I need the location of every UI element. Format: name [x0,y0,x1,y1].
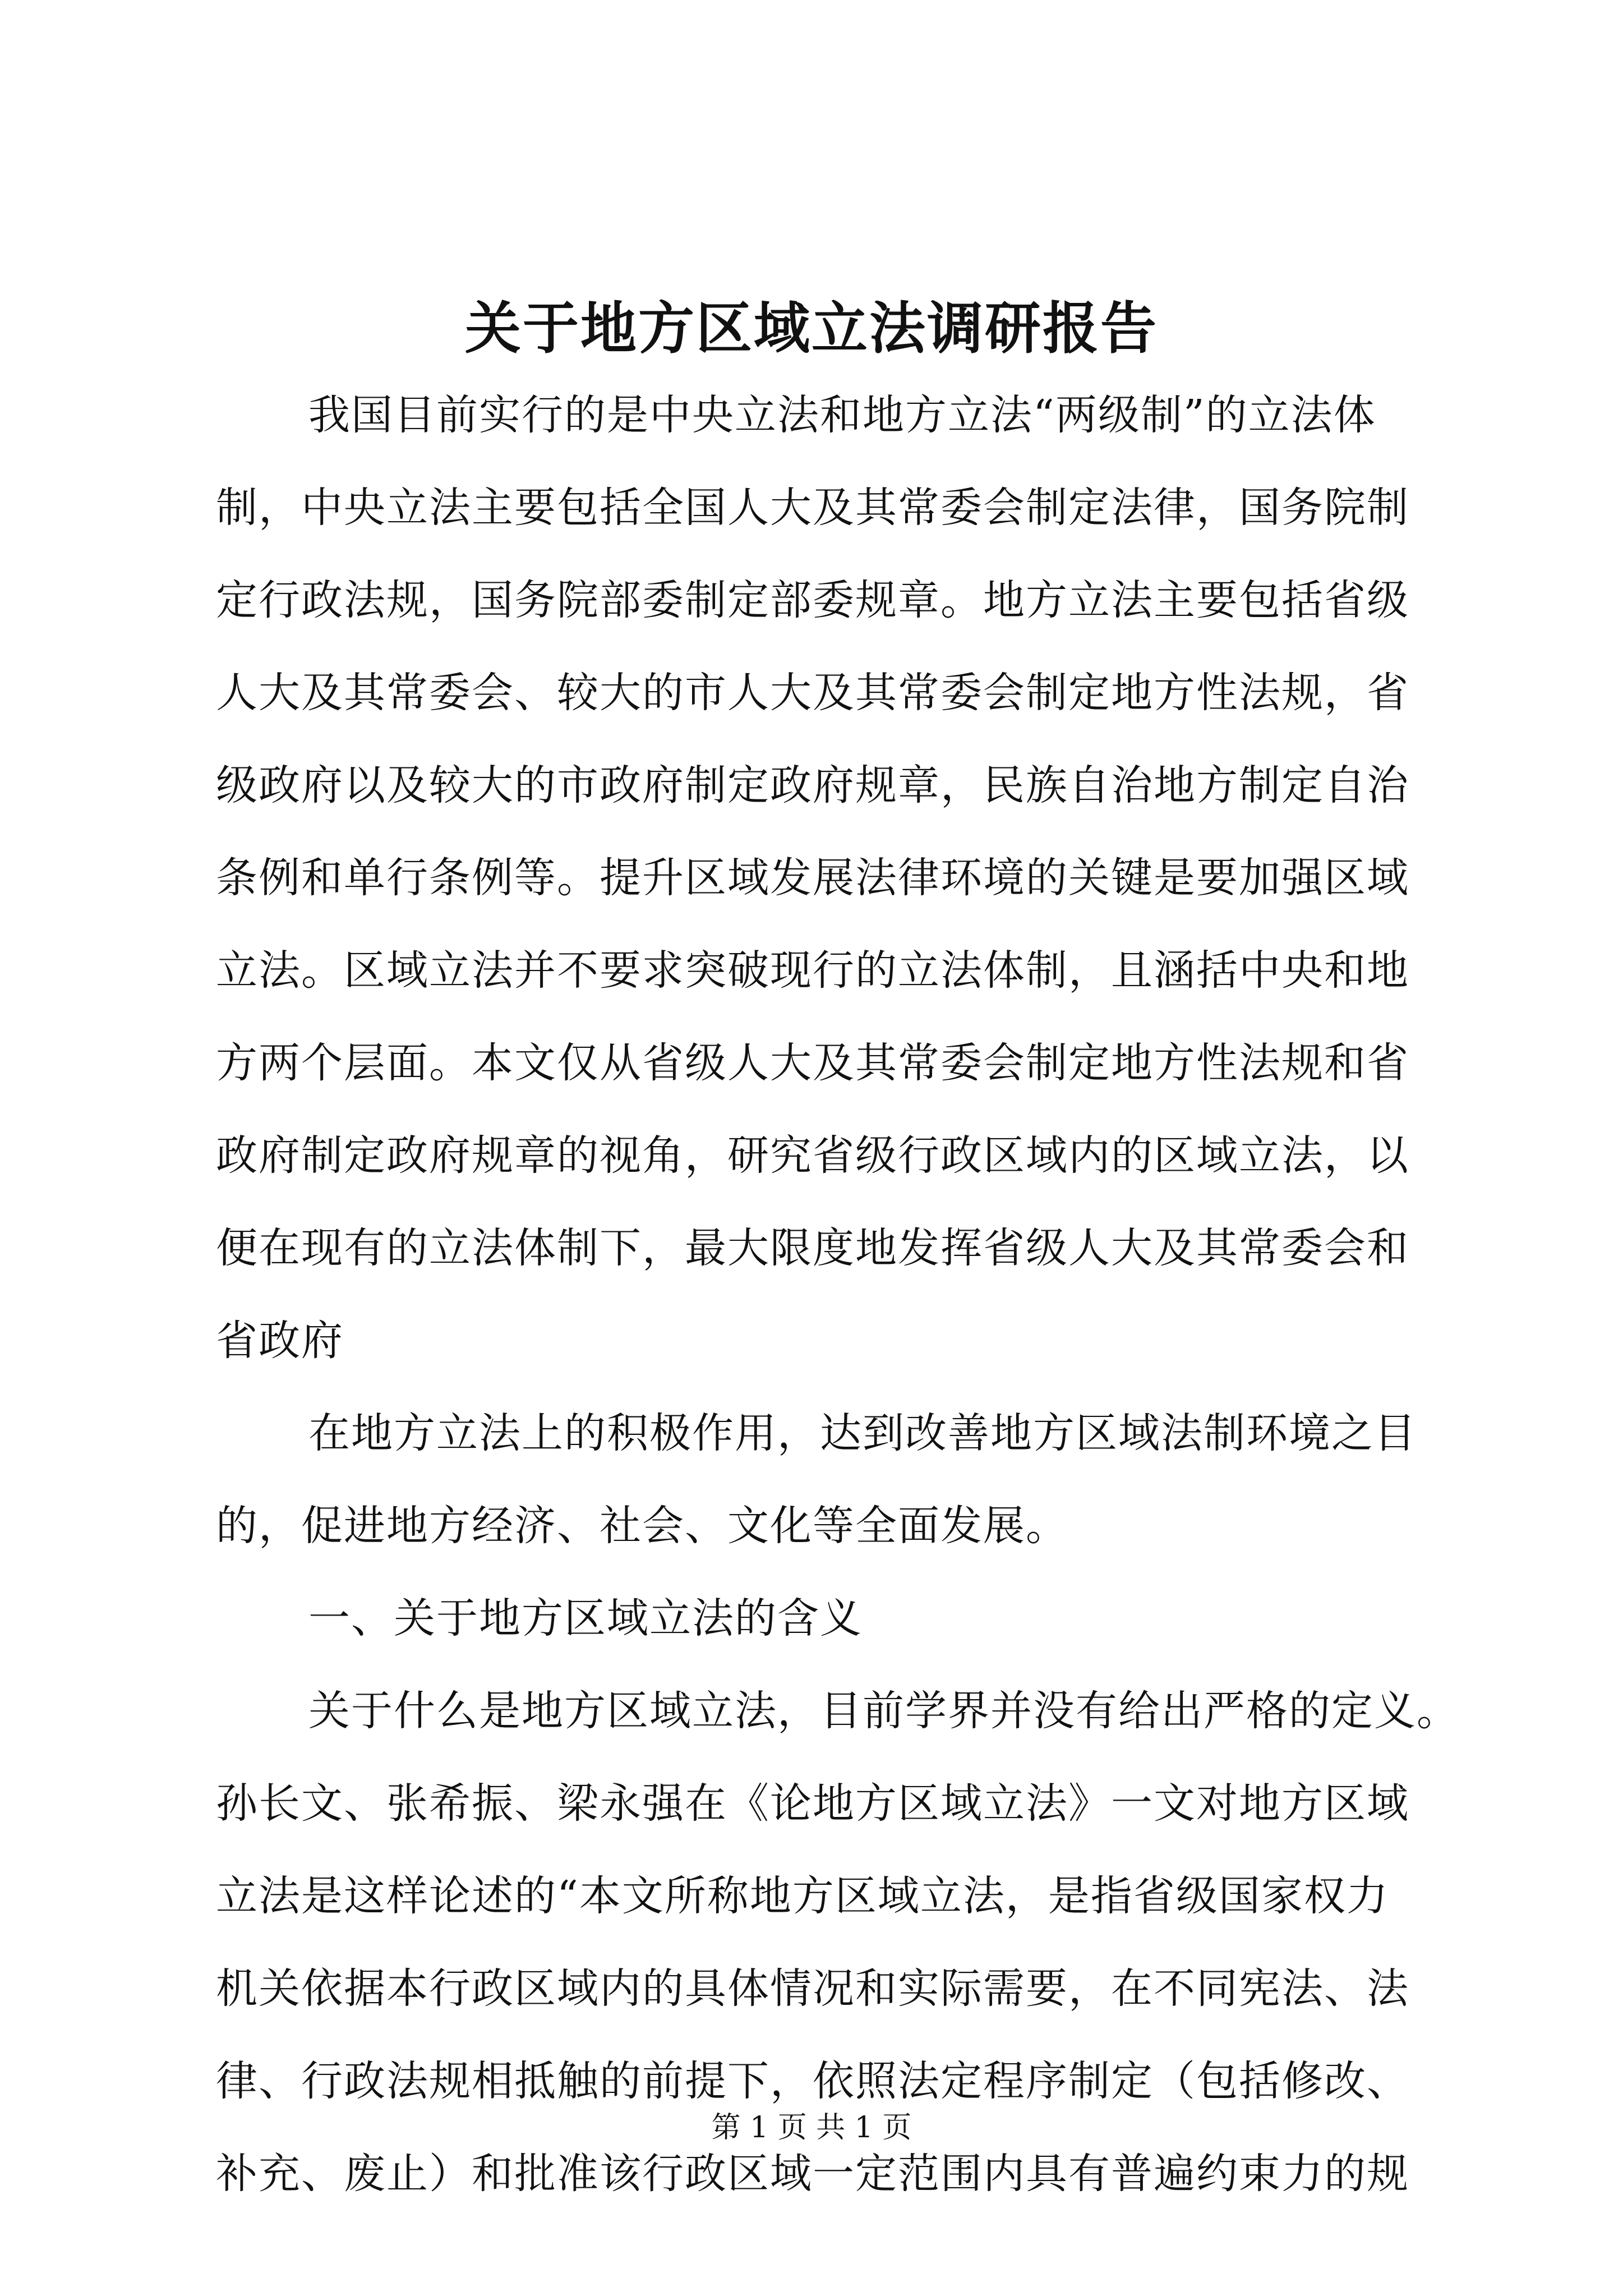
body-line: 的，促进地方经济、社会、文化等全面发展。 [216,1502,1068,1550]
section-heading: 一、关于地方区域立法的含义 [308,1594,863,1642]
body-line: 我国目前实行的是中央立法和地方立法“两级制”的立法体 [308,391,1376,439]
body-line: 立法是这样论述的“本文所称地方区域立法，是指省级国家权力 [216,1872,1389,1920]
body-line: 在地方立法上的积极作用，达到改善地方区域法制环境之目 [308,1409,1417,1457]
body-line: 孙长文、张希振、梁永强在《论地方区域立法》一文对地方区域 [216,1779,1409,1828]
body-line: 制，中央立法主要包括全国人大及其常委会制定法律，国务院制 [216,484,1409,532]
body-line: 省政府 [216,1317,344,1365]
body-line: 政府制定政府规章的视角，研究省级行政区域内的区域立法，以 [216,1131,1409,1180]
body-line: 便在现有的立法体制下，最大限度地发挥省级人大及其常委会和 [216,1224,1409,1272]
body-line: 人大及其常委会、较大的市人大及其常委会制定地方性法规，省 [216,669,1409,717]
body-line: 律、行政法规相抵触的前提下，依照法定程序制定（包括修改、 [216,2057,1409,2105]
body-line: 方两个层面。本文仅从省级人大及其常委会制定地方性法规和省 [216,1039,1409,1087]
body-line: 条例和单行条例等。提升区域发展法律环境的关键是要加强区域 [216,854,1409,902]
body-line: 定行政法规，国务院部委制定部委规章。地方立法主要包括省级 [216,576,1409,624]
body-line: 补充、废止）和批准该行政区域一定范围内具有普遍约束力的规 [216,2150,1409,2198]
body-line: 关于什么是地方区域立法，目前学界并没有给出严格的定义。 [308,1687,1459,1735]
document-title: 关于地方区域立法调研报告 [465,295,1158,361]
body-line: 立法。区域立法并不要求突破现行的立法体制，且涵括中央和地 [216,946,1409,995]
body-line: 机关依据本行政区域内的具体情况和实际需要，在不同宪法、法 [216,1964,1409,2013]
page-footer: 第 1 页 共 1 页 [711,2111,912,2145]
body-line: 级政府以及较大的市政府制定政府规章，民族自治地方制定自治 [216,761,1409,809]
